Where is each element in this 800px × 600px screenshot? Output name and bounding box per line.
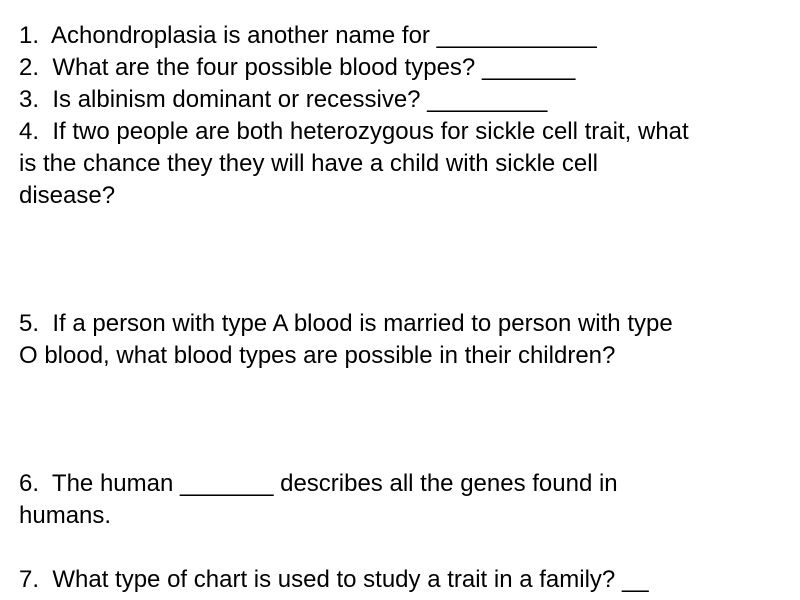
question-5-line-2: O blood, what blood types are possible in their children?	[19, 342, 616, 369]
question-3: 3. Is albinism dominant or recessive? _________	[19, 86, 548, 113]
question-4-line-1: 4. If two people are both heterozygous for sickle cell trait, what	[19, 118, 689, 145]
question-4-line-3: disease?	[19, 182, 116, 209]
question-4-line-2: is the chance they they will have a child with sickle cell	[19, 150, 598, 177]
question-6-line-2: humans.	[19, 502, 112, 529]
question-1: 1. Achondroplasia is another name for ____________	[19, 22, 597, 49]
question-6-line-1: 6. The human _______ describes all the genes found in	[19, 470, 618, 497]
question-7: 7. What type of chart is used to study a trait in a family? __	[19, 566, 649, 593]
question-2: 2. What are the four possible blood types? _______	[19, 54, 576, 81]
question-5-line-1: 5. If a person with type A blood is married to person with type	[19, 310, 673, 337]
